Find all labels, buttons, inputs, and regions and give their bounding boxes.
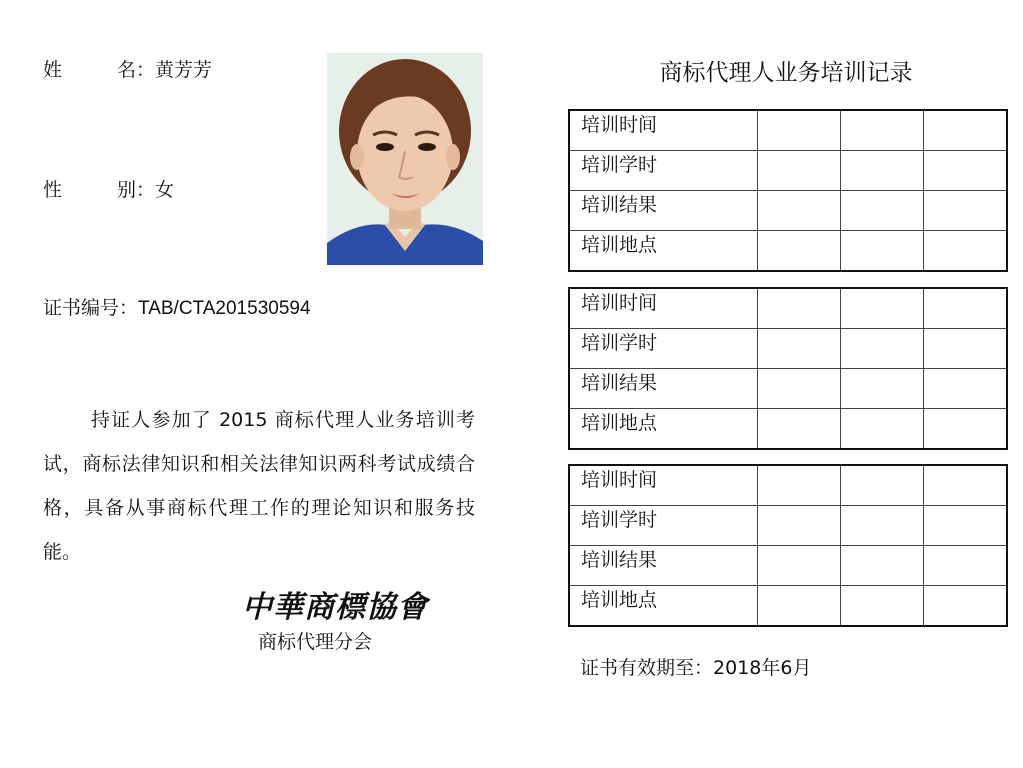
blank-cell bbox=[840, 191, 923, 231]
training-record-table bbox=[568, 109, 1008, 272]
blank-cell bbox=[757, 409, 840, 450]
blank-cell bbox=[923, 465, 1007, 506]
portrait-image bbox=[327, 53, 483, 265]
blank-cell bbox=[757, 369, 840, 409]
row-label: 培训结果 bbox=[569, 191, 757, 231]
blank-cell bbox=[840, 586, 923, 627]
blank-cell bbox=[840, 110, 923, 151]
blank-cell bbox=[923, 231, 1007, 272]
certificate-number-field bbox=[43, 296, 311, 321]
blank-cell bbox=[757, 586, 840, 627]
blank-cell bbox=[923, 151, 1007, 191]
gender-value: 女 bbox=[155, 179, 175, 201]
blank-cell bbox=[840, 288, 923, 329]
blank-cell bbox=[923, 110, 1007, 151]
issuer-branch-name: 商标代理分会 bbox=[258, 631, 373, 653]
blank-cell bbox=[840, 151, 923, 191]
certificate-validity bbox=[580, 656, 811, 680]
blank-cell bbox=[923, 506, 1007, 546]
name-field bbox=[43, 58, 212, 82]
blank-cell bbox=[840, 506, 923, 546]
table-row bbox=[569, 329, 1007, 369]
table-row bbox=[569, 369, 1007, 409]
blank-cell bbox=[757, 288, 840, 329]
table-row bbox=[569, 546, 1007, 586]
certification-statement: 持证人参加了 2015 商标代理人业务培训考试，商标法律知识和相关法律知识两科考试成绩合格，具备从事商标代理工作的理论知识和服务技能。 bbox=[43, 409, 475, 563]
table-row bbox=[569, 191, 1007, 231]
certificate-number-value: TAB/CTA201530594 bbox=[138, 298, 311, 319]
gender-field bbox=[43, 178, 174, 202]
name-label-char-1: 姓 bbox=[43, 59, 63, 81]
blank-cell bbox=[840, 231, 923, 272]
table-row bbox=[569, 231, 1007, 272]
table-row bbox=[569, 288, 1007, 329]
row-label: 培训学时 bbox=[569, 329, 757, 369]
association-calligraphy-logo bbox=[240, 585, 430, 625]
blank-cell bbox=[757, 465, 840, 506]
blank-cell bbox=[840, 409, 923, 450]
table-row bbox=[569, 151, 1007, 191]
blank-cell bbox=[757, 231, 840, 272]
table-row bbox=[569, 465, 1007, 506]
row-label: 培训地点 bbox=[569, 586, 757, 627]
certificate-number-label: 证书编号： bbox=[43, 297, 139, 319]
blank-cell bbox=[840, 546, 923, 586]
row-label: 培训时间 bbox=[569, 110, 757, 151]
blank-cell bbox=[840, 329, 923, 369]
blank-cell bbox=[757, 329, 840, 369]
name-label-char-2: 名： bbox=[116, 59, 155, 81]
table-row bbox=[569, 409, 1007, 450]
blank-cell bbox=[923, 369, 1007, 409]
validity-label: 证书有效期至： bbox=[580, 657, 714, 679]
blank-cell bbox=[923, 329, 1007, 369]
name-value: 黄芳芳 bbox=[155, 59, 213, 81]
blank-cell bbox=[757, 151, 840, 191]
row-label: 培训时间 bbox=[569, 465, 757, 506]
row-label: 培训地点 bbox=[569, 409, 757, 450]
blank-cell bbox=[757, 506, 840, 546]
blank-cell bbox=[840, 369, 923, 409]
row-label: 培训学时 bbox=[569, 151, 757, 191]
table-row bbox=[569, 110, 1007, 151]
blank-cell bbox=[923, 191, 1007, 231]
table-row bbox=[569, 586, 1007, 627]
validity-value: 2018年6月 bbox=[713, 657, 812, 679]
name-label bbox=[43, 58, 155, 82]
gender-label-char-1: 性 bbox=[43, 179, 63, 201]
row-label: 培训时间 bbox=[569, 288, 757, 329]
blank-cell bbox=[923, 586, 1007, 627]
row-label: 培训学时 bbox=[569, 506, 757, 546]
training-record-table bbox=[568, 287, 1008, 450]
training-record-title: 商标代理人业务培训记录 bbox=[659, 60, 913, 86]
training-record-table bbox=[568, 464, 1008, 627]
row-label: 培训结果 bbox=[569, 369, 757, 409]
table-row bbox=[569, 506, 1007, 546]
blank-cell bbox=[840, 465, 923, 506]
blank-cell bbox=[923, 288, 1007, 329]
row-label: 培训地点 bbox=[569, 231, 757, 272]
blank-cell bbox=[757, 546, 840, 586]
blank-cell bbox=[757, 191, 840, 231]
gender-label bbox=[43, 178, 155, 202]
blank-cell bbox=[923, 409, 1007, 450]
holder-photo bbox=[327, 53, 483, 265]
svg-text:中華商標協會: 中華商標協會 bbox=[242, 590, 428, 625]
blank-cell bbox=[757, 110, 840, 151]
blank-cell bbox=[923, 546, 1007, 586]
gender-label-char-2: 别： bbox=[116, 179, 155, 201]
row-label: 培训结果 bbox=[569, 546, 757, 586]
